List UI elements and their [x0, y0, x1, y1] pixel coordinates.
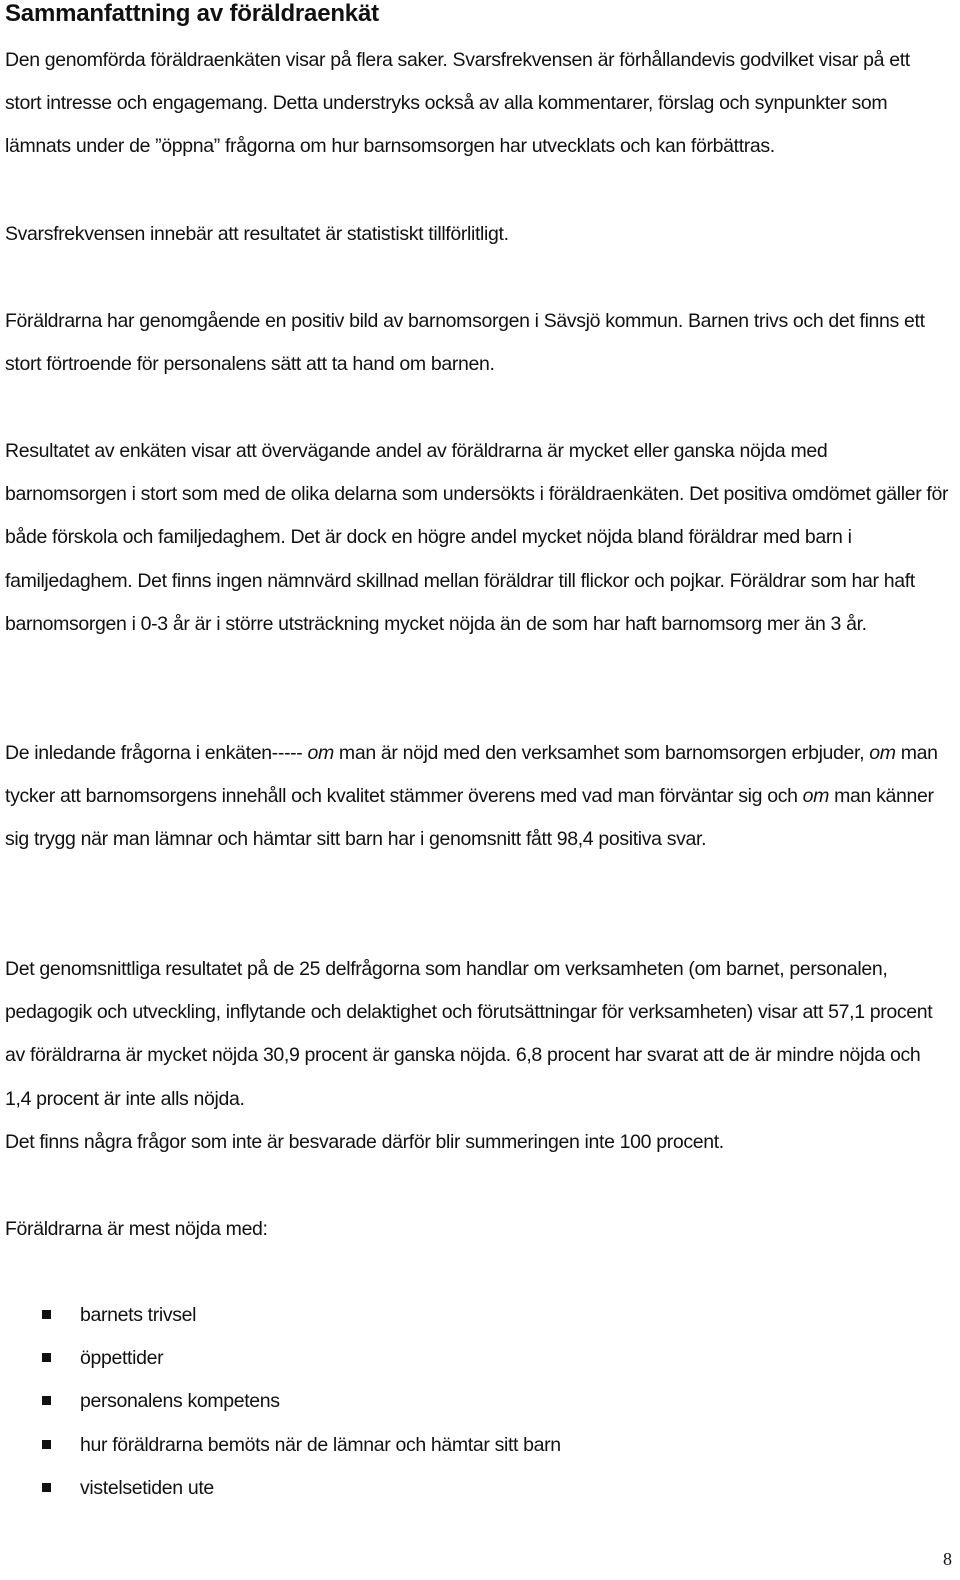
satisfaction-list — [5, 1294, 561, 1510]
bullet-square-icon — [42, 1483, 51, 1492]
bullet-square-icon — [42, 1310, 51, 1319]
text-segment: man tycker att barnomsorgens innehåll och kvalitet stämmer överens med vad man förväntar sig och — [5, 742, 938, 808]
list-item — [5, 1337, 561, 1380]
list-item-label: personalens kompetens — [80, 1390, 280, 1413]
list-item — [5, 1467, 561, 1510]
list-item — [5, 1294, 561, 1337]
paragraph-positive-view: Föräldrarna har genomgående en positiv bild av barnomsorgen i Sävsjö kommun. Barnen trivs och det finns ett stort förtroende för personalens sätt att ta hand om barnen. — [5, 310, 925, 376]
paragraph-note: Det finns några frågor som inte är besvarade därför blir summeringen inte 100 procent. — [5, 1131, 724, 1153]
page-title: Sammanfattning av föräldraenkät — [5, 0, 379, 27]
paragraph-reliability: Svarsfrekvensen innebär att resultatet är statistiskt tillförlitligt. — [5, 223, 509, 245]
emphasis-om: om — [802, 785, 830, 808]
bullet-square-icon — [42, 1440, 51, 1449]
paragraph-intro-questions — [5, 732, 950, 862]
paragraph-average-results: Det genomsnittliga resultatet på de 25 delfrågorna som handlar om verksamheten (om barnet, personalen, pedagogik och utveckling, inflytande och delaktighet och förutsättningar för verksamheten) visar att 57,1 procent av föräldrarna är mycket nöjda 30,9 procent är ganska nöjda. 6,8 procent har svarat att de är mindre nöjda och 1,4 procent är inte alls nöjda. — [5, 958, 933, 1110]
paragraph-most-satisfied: Föräldrarna är mest nöjda med: — [5, 1218, 268, 1240]
text-segment: man är nöjd med den verksamhet som barnomsorgen erbjuder, — [333, 742, 870, 764]
paragraph-intro: Den genomförda föräldraenkäten visar på flera saker. Svarsfrekvensen är förhållandevis godvilket visar på ett stort intresse och engagemang. Detta understryks också av alla kommentarer, förslag och synpunkter som lämnats under de ”öppna” frågorna om hur barnsomsorgen har utvecklats och kan förbättras. — [5, 49, 910, 158]
paragraph-results: Resultatet av enkäten visar att övervägande andel av föräldrarna är mycket eller ganska nöjda med barnomsorgen i stort som med de olika delarna som undersökts i föräldraenkäten. Det positiva omdömet gäller för både förskola och familjedaghem. Det är dock en högre andel mycket nöjda bland föräldrar med barn i familjedaghem. Det finns ingen nämnvärd skillnad mellan föräldrar till flickor och pojkar. Föräldrar som har haft barnomsorgen i 0-3 år är i större utsträckning mycket nöjda än de som har haft barnomsorg mer än 3 år. — [5, 440, 949, 635]
text-segment: De inledande frågorna i enkäten----- — [5, 742, 308, 764]
bullet-square-icon — [42, 1396, 51, 1405]
list-item-label: barnets trivsel — [80, 1304, 197, 1326]
list-item — [5, 1424, 561, 1467]
emphasis-om: om — [869, 742, 896, 764]
list-item-label: hur föräldrarna bemöts när de lämnar och hämtar sitt barn — [80, 1433, 561, 1456]
emphasis-om: om — [307, 742, 334, 764]
text-segment: man känner sig trygg när man lämnar och hämtar sitt barn har i genomsnitt fått 98,4 positiva svar. — [5, 785, 934, 851]
list-item-label: vistelsetiden ute — [80, 1476, 214, 1499]
page-number: 8 — [943, 1549, 952, 1569]
bullet-square-icon — [42, 1353, 51, 1362]
list-item-label: öppettider — [80, 1347, 164, 1370]
list-item — [5, 1380, 561, 1423]
